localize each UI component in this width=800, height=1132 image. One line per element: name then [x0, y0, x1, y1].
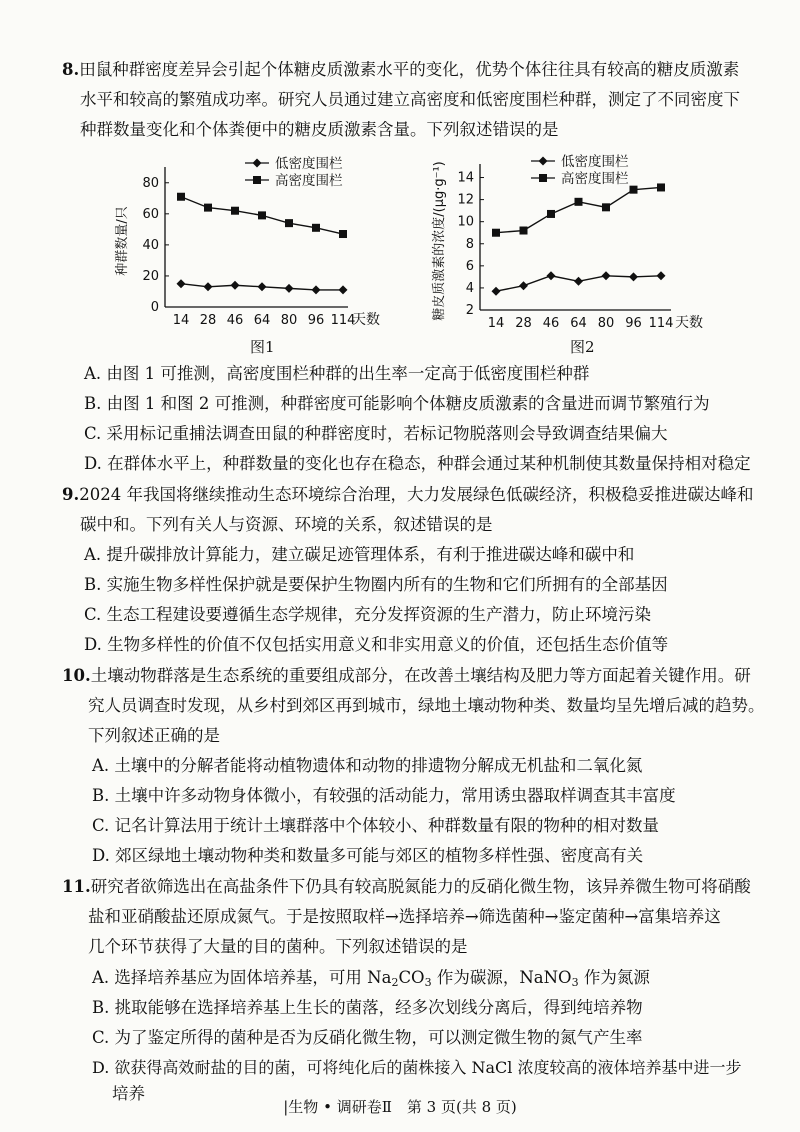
- chart1-point-diamond: [312, 285, 321, 294]
- q8-number: 8.: [62, 60, 80, 79]
- chart2-x-tick-label: 114: [648, 316, 674, 331]
- chart2-point-square: [575, 198, 583, 206]
- q9-number: 9.: [62, 485, 80, 504]
- chart1-legend-label: 低密度围栏: [275, 156, 343, 172]
- q11-option-a-part: 作为碳源，NaNO: [431, 968, 572, 987]
- chart1-point-square: [177, 193, 185, 201]
- chart2-point-diamond: [629, 272, 638, 281]
- figure-1-caption: 图1: [250, 338, 275, 356]
- page-footer: |生物 • 调研卷Ⅱ 第 3 页(共 8 页): [283, 1098, 517, 1116]
- chart1-point-square: [285, 219, 293, 227]
- chart2-point-diamond: [574, 277, 583, 286]
- q11-option-d-line-1: D. 欲获得高效耐盐的目的菌，可将纯化后的菌株接入 NaCl 浓度较高的液体培养基中进一步: [92, 1058, 742, 1077]
- q11-option-b: B. 挑取能够在选择培养基上生长的菌落，经多次划线分离后，得到纯培养物: [92, 998, 643, 1017]
- q9-stem-text-1: 2024 年我国将继续推动生态环境综合治理，大力发展绿色低碳经济，积极稳妥推进碳达峰和: [79, 485, 754, 504]
- q11-option-a-sub: 3: [424, 976, 432, 989]
- chart1-point-square: [204, 204, 212, 212]
- figure-2-svg: [425, 145, 735, 345]
- chart2-point-diamond: [492, 287, 501, 296]
- chart2-y-tick-label: 6: [465, 258, 474, 274]
- chart2-legend-label: 低密度围栏: [561, 154, 629, 170]
- chart2-x-tick-label: 28: [515, 316, 532, 331]
- chart2-x-tick-label: 64: [570, 316, 587, 331]
- q8-stem-line-1: [62, 58, 739, 82]
- chart2-y-tick-label: 4: [465, 280, 474, 296]
- chart2-y-tick-label: 12: [457, 192, 474, 208]
- chart1-legend-label: 高密度围栏: [275, 173, 343, 189]
- chart1-y-tick-label: 60: [142, 206, 159, 222]
- chart2-y-tick-label: 10: [457, 214, 474, 230]
- chart1-legend-diamond: [253, 159, 262, 168]
- chart2-y-axis-label: 糖皮质激素的浓度/(μg·g⁻¹): [432, 161, 447, 321]
- chart2-x-tick-label: 80: [597, 316, 615, 331]
- chart1-point-square: [339, 230, 347, 238]
- q8-option-d: D. 在群体水平上，种群数量的变化也存在稳态，种群会通过某种机制使其数量保持相对稳定: [84, 454, 751, 473]
- q9-option-b: B. 实施生物多样性保护就是要保护生物圈内所有的生物和它们所拥有的全部基因: [84, 575, 668, 594]
- chart2-legend-diamond: [539, 157, 548, 166]
- q10-stem-text-1: 土壤动物群落是生态系统的重要组成部分，在改善土壤结构及肥力等方面起着关键作用。研: [90, 666, 751, 685]
- chart1-x-tick-label: 80: [280, 313, 298, 328]
- q11-option-d-line-2: 培养: [112, 1084, 145, 1103]
- q11-option-a-part: 作为氮源: [578, 968, 650, 987]
- q11-number: 11.: [62, 877, 91, 896]
- q9-option-d: D. 生物多样性的价值不仅包括实用意义和非实用意义的价值，还包括生态价值等: [84, 635, 669, 654]
- q9-option-a: A. 提升碳排放计算能力，建立碳足迹管理体系，有利于推进碳达峰和碳中和: [84, 545, 635, 564]
- chart1-y-tick-label: 0: [150, 300, 159, 315]
- q10-option-c: C. 记名计算法用于统计土壤群落中个体较小、种群数量有限的物种的相对数量: [92, 816, 660, 835]
- q10-option-d: D. 郊区绿地土壤动物种类和数量多可能与郊区的植物多样性强、密度高有关: [92, 846, 644, 865]
- chart2-point-diamond: [602, 271, 611, 280]
- chart1-point-square: [312, 224, 320, 232]
- chart2-point-square: [657, 183, 665, 191]
- chart1-point-diamond: [285, 284, 294, 293]
- chart1-x-tick-label: 14: [172, 313, 190, 328]
- chart2-series-line-square: [496, 187, 661, 232]
- q8-stem-line-2: 水平和较高的繁殖成功率。研究人员通过建立高密度和低密度围栏种群，测定了不同密度下: [80, 90, 740, 109]
- q11-option-c: C. 为了鉴定所得的菌种是否为反硝化微生物，可以测定微生物的氮气产生率: [92, 1028, 643, 1047]
- chart1-y-tick-label: 20: [142, 268, 159, 284]
- q10-option-a: A. 土壤中的分解者能将动植物遗体和动物的排遗物分解成无机盐和二氧化氮: [92, 756, 643, 775]
- q8-option-a: A. 由图 1 可推测，高密度围栏种群的出生率一定高于低密度围栏种群: [84, 364, 590, 383]
- q11-stem-text-1: 研究者欲筛选出在高盐条件下仍具有较高脱氮能力的反硝化微生物，该异养微生物可将硝酸: [90, 877, 751, 896]
- chart1-point-diamond: [258, 282, 267, 291]
- figure-2-caption: 图2: [570, 338, 595, 356]
- chart2-legend-label: 高密度围栏: [561, 171, 629, 187]
- chart1-x-tick-label: 96: [307, 313, 325, 328]
- q9-stem-line-2: 碳中和。下列有关人与资源、环境的关系，叙述错误的是: [80, 515, 493, 534]
- chart2-x-tick-label: 46: [542, 316, 560, 331]
- q11-option-a-part: CO: [398, 968, 425, 987]
- chart1-point-diamond: [204, 282, 213, 291]
- q8-stem-line-3: 种群数量变化和个体粪便中的糖皮质激素含量。下列叙述错误的是: [80, 120, 559, 139]
- chart1-x-tick-label: 64: [253, 313, 271, 328]
- figure-1: [110, 145, 410, 334]
- chart1-point-diamond: [177, 279, 186, 288]
- q11-option-a-sub: 3: [571, 976, 579, 989]
- q10-number: 10.: [62, 666, 91, 685]
- q11-option-a-part: A. 选择培养基应为固体培养基，可用 Na: [92, 968, 392, 987]
- chart2-legend-square: [539, 174, 547, 182]
- chart2-y-tick-label: 14: [457, 170, 474, 186]
- q9-option-c: C. 生态工程建设要遵循生态学规律，充分发挥资源的生产潜力，防止环境污染: [84, 605, 652, 624]
- chart2-point-square: [602, 203, 610, 211]
- chart2-point-square: [520, 227, 528, 235]
- chart2-point-square: [630, 186, 638, 194]
- chart2-point-square: [492, 229, 500, 237]
- chart2-y-tick-label: 8: [465, 236, 474, 252]
- chart1-x-tick-label: 46: [226, 313, 244, 328]
- chart2-point-diamond: [547, 271, 556, 280]
- chart2-x-tick-label: 14: [487, 316, 505, 331]
- chart1-x-axis-label: 天数: [352, 312, 380, 328]
- q10-stem-line-2: 究人员调查时发现，从乡村到郊区再到城市，绿地土壤动物种类、数量均呈先增后减的趋势。: [88, 696, 765, 715]
- chart2-point-square: [547, 210, 555, 218]
- figure-2: [425, 145, 735, 349]
- chart2-point-diamond: [519, 281, 528, 290]
- chart2-x-axis-label: 天数: [675, 315, 703, 331]
- chart2-y-tick-label: 2: [465, 303, 474, 318]
- chart1-y-axis-label: 种群数量/只: [115, 206, 130, 276]
- chart1-point-diamond: [339, 285, 348, 294]
- chart1-x-tick-label: 28: [199, 313, 217, 328]
- figure-1-svg: [110, 145, 410, 330]
- q8-option-b: B. 由图 1 和图 2 可推测，种群密度可能影响个体糖皮质激素的含量进而调节繁殖行为: [84, 394, 710, 413]
- q10-stem-line-3: 下列叙述正确的是: [88, 726, 220, 745]
- q10-option-b: B. 土壤中许多动物身体微小，有较强的活动能力，常用诱虫器取样调查其丰富度: [92, 786, 676, 805]
- q11-stem-line-2: 盐和亚硝酸盐还原成氮气。于是按照取样→选择培养→筛选菌种→鉴定菌种→富集培养这: [88, 907, 721, 926]
- chart2-x-tick-label: 96: [625, 316, 642, 331]
- chart1-y-tick-label: 40: [142, 237, 159, 253]
- chart1-point-square: [231, 207, 239, 215]
- q11-stem-line-1: [62, 875, 751, 899]
- chart1-legend-square: [253, 176, 261, 184]
- chart1-y-tick-label: 80: [142, 175, 159, 191]
- chart1-x-tick-label: 114: [330, 313, 356, 328]
- q8-option-c: C. 采用标记重捕法调查田鼠的种群密度时，若标记物脱落则会导致调查结果偏大: [84, 424, 668, 443]
- q11-option-a-sub: 2: [391, 976, 399, 989]
- chart1-point-square: [258, 211, 266, 219]
- q10-stem-line-1: [62, 664, 751, 688]
- chart2-point-diamond: [657, 271, 666, 280]
- q8-stem-text-1: 田鼠种群密度差异会引起个体糖皮质激素水平的变化，优势个体往往具有较高的糖皮质激素: [79, 60, 740, 79]
- q11-option-a: [92, 966, 650, 990]
- q11-stem-line-3: 几个环节获得了大量的目的菌种。下列叙述错误的是: [88, 937, 468, 956]
- q9-stem-line-1: [62, 483, 753, 507]
- chart1-point-diamond: [231, 281, 240, 290]
